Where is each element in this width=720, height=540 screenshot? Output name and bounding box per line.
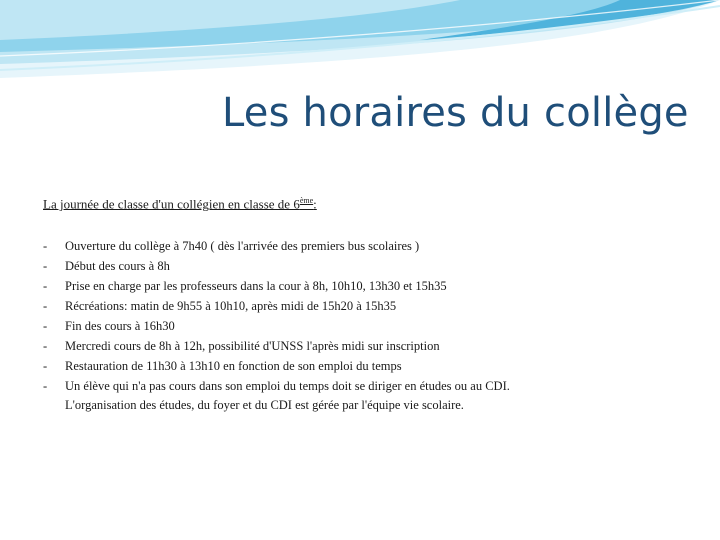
schedule-list — [43, 236, 703, 414]
list-item-text: Mercredi cours de 8h à 12h, possibilité d'UNSS l'après midi sur inscription — [65, 339, 440, 353]
bullet-dash: - — [43, 259, 48, 273]
list-item — [43, 376, 703, 414]
list-item — [43, 336, 703, 356]
subtitle-text: La journée de classe d'un collégien en classe de 6 — [43, 196, 300, 212]
list-item-text: Prise en charge par les professeurs dans la cour à 8h, 10h10, 13h30 et 15h35 — [65, 279, 447, 293]
header-wave-decoration — [0, 0, 720, 90]
bullet-dash: - — [43, 359, 48, 373]
list-item — [43, 296, 703, 316]
subtitle-colon: : — [313, 196, 317, 212]
page-title: Les horaires du collège — [222, 90, 689, 136]
list-item-text: Récréations: matin de 9h55 à 10h10, après midi de 15h20 à 15h35 — [65, 299, 397, 313]
list-item-continuation: L'organisation des études, du foyer et du CDI est gérée par l'équipe vie scolaire. — [65, 398, 464, 412]
list-item-text: Restauration de 11h30 à 13h10 en fonction de son emploi du temps — [65, 359, 402, 373]
bullet-dash: - — [43, 279, 48, 293]
bullet-dash: - — [43, 339, 48, 353]
subtitle-superscript: ème — [299, 196, 314, 205]
bullet-dash: - — [43, 299, 48, 313]
list-item-text: Ouverture du collège à 7h40 ( dès l'arrivée des premiers bus scolaires ) — [65, 239, 420, 253]
list-item-text: Début des cours à 8h — [65, 259, 170, 273]
list-item — [43, 316, 703, 336]
list-item — [43, 356, 703, 376]
list-item — [43, 236, 703, 256]
bullet-dash: - — [43, 239, 48, 253]
list-item-text: Fin des cours à 16h30 — [65, 319, 175, 333]
list-item — [43, 256, 703, 276]
bullet-dash: - — [43, 379, 48, 393]
list-item — [43, 276, 703, 296]
list-item-text: Un élève qui n'a pas cours dans son emploi du temps doit se diriger en études ou au CDI. — [65, 379, 510, 393]
bullet-dash: - — [43, 319, 48, 333]
subtitle — [43, 196, 317, 212]
